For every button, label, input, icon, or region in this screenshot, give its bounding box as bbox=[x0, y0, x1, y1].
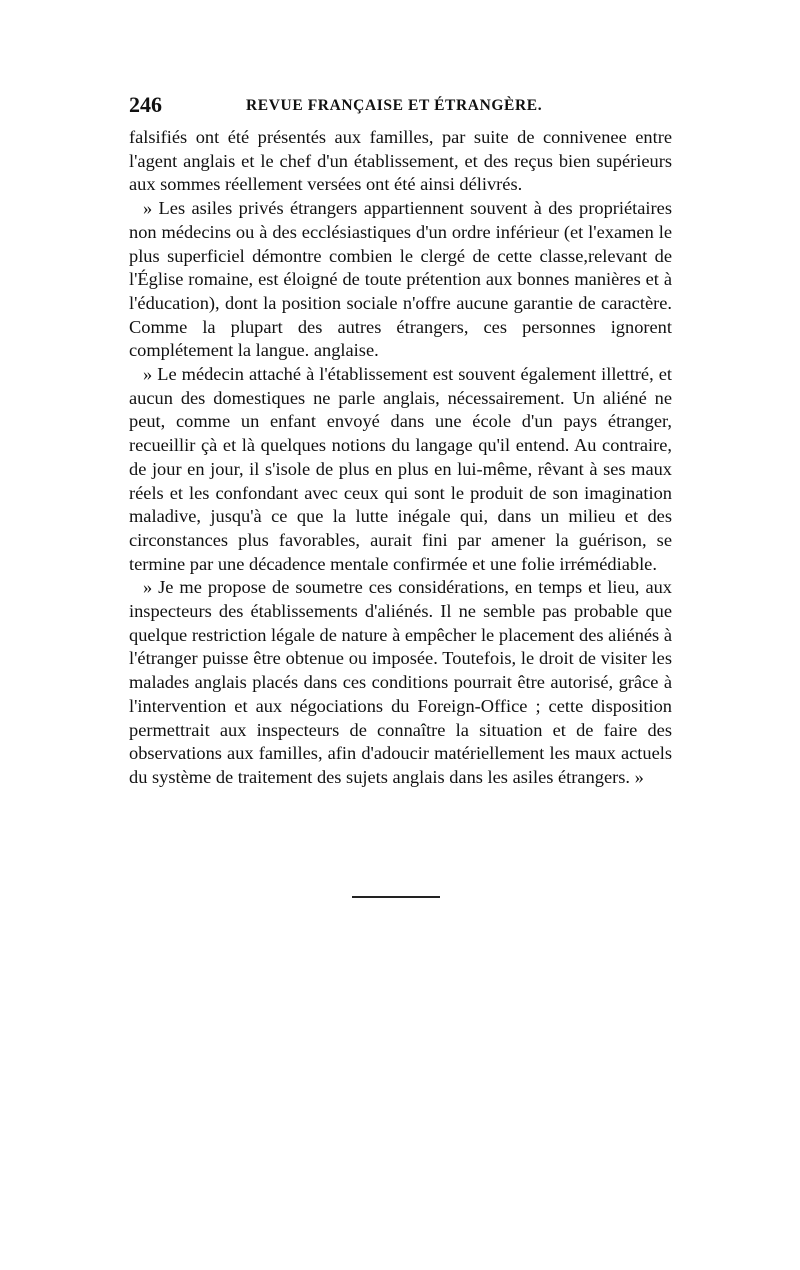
paragraph-physician: » Le médecin attaché à l'établissement est souvent également illettré, et aucun des domestiques ne parle anglais, nécessairement. Un aliéné ne peut, comme un enfant envoyé dans une école d'un pays étranger, recueillir çà et là quelques notions du langage qu'il entend. Au contraire, de jour en jour, il s'isole de plus en plus en lui-même, rêvant à ses maux réels et les confondant avec ceux qui sont le produit de son imagination maladive, jusqu'à ce que la lutte inégale qui, dans un milieu et des circonstances plus favorables, aurait fini par amener la guérison, se termine par une décadence mentale confirmée et une folie irrémédiable. bbox=[129, 364, 672, 574]
paragraph-inspectors: » Je me propose de soumetre ces considérations, en temps et lieu, aux inspecteurs des établissements d'aliénés. Il ne semble pas probable que quelque restriction légale de nature à empêcher le placement des aliénés à l'étranger puisse être obtenue ou imposée. Toutefois, le droit de visiter les malades anglais placés dans ces conditions pourrait être autorisé, grâce à l'intervention et aux négociations du Foreign-Office ; cette disposition permettrait aux inspecteurs de connaître la situation et de faire des observations aux familles, afin d'adoucir matériellement les maux actuels du système de traitement des sujets anglais dans les asiles étrangers. » bbox=[129, 577, 672, 787]
body-text bbox=[129, 126, 672, 790]
paragraph-private-asylums: » Les asiles privés étrangers appartiennent souvent à des propriétaires non médecins ou à des ecclésiastiques d'un ordre inférieur (et l'examen le plus superficiel démontre combien le clergé de cette classe,relevant de l'Église romaine, est éloigné de toute prétention aux bonnes manières et à l'éducation), dont la position sociale n'offre aucune garantie de caractère. Comme la plupart des autres étrangers, ces personnes ignorent complétement la langue. anglaise. bbox=[129, 198, 672, 361]
page-header bbox=[129, 90, 672, 120]
section-end-rule bbox=[352, 896, 440, 898]
running-title: REVUE FRANÇAISE ET ÉTRANGÈRE. bbox=[246, 97, 543, 114]
page-number: 246 bbox=[129, 92, 162, 117]
paragraph-continuation: falsifiés ont été présentés aux familles, par suite de connivenee entre l'agent anglais et le chef d'un établissement, et des reçus bien supérieurs aux sommes réellement versées ont été ainsi délivrés. bbox=[129, 127, 672, 195]
book-page bbox=[129, 90, 672, 790]
